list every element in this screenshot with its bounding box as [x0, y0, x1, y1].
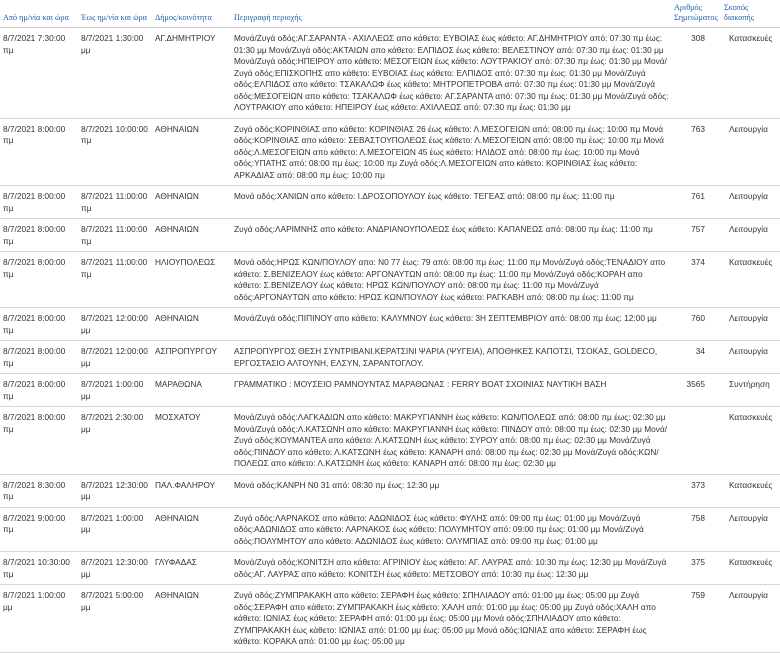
cell-permit-no: 763 [671, 118, 721, 186]
cell-from: 8/7/2021 8:00:00 πμ [0, 219, 78, 252]
cell-purpose: Λειτουργία [721, 585, 780, 653]
cell-municipality: ΑΓ.ΔΗΜΗΤΡΙΟΥ [152, 28, 226, 119]
cell-from: 8/7/2021 8:00:00 πμ [0, 186, 78, 219]
cell-description: Μονά/Ζυγά οδός:ΠΙΠΙΝΟΥ απο κάθετο: ΚΑΛΥΜΝΟΥ έως κάθετο: 3Η ΣΕΠΤΕΜΒΡΙΟΥ από: 08:00 πμ έως: 12:00 μμ [226, 308, 671, 341]
cell-purpose: Κατασκευές [721, 252, 780, 308]
table-row [0, 552, 780, 585]
cell-from: 8/7/2021 8:00:00 πμ [0, 308, 78, 341]
cell-to: 8/7/2021 1:00:00 μμ [78, 507, 152, 552]
table-row [0, 308, 780, 341]
cell-to: 8/7/2021 10:00:00 πμ [78, 118, 152, 186]
cell-to: 8/7/2021 5:00:00 μμ [78, 585, 152, 653]
cell-permit-no [671, 407, 721, 475]
header-permit-no: Αριθμός Σημειώματος [671, 0, 721, 28]
table-row [0, 507, 780, 552]
table-row [0, 219, 780, 252]
cell-municipality: ΑΘΗΝΑΙΩΝ [152, 186, 226, 219]
cell-permit-no: 759 [671, 585, 721, 653]
cell-from: 8/7/2021 7:30:00 πμ [0, 28, 78, 119]
table-row [0, 474, 780, 507]
cell-purpose: Λειτουργία [721, 118, 780, 186]
cell-from: 8/7/2021 1:00:00 μμ [0, 585, 78, 653]
table-row [0, 341, 780, 374]
cell-description: Μονά/Ζυγά οδός:ΚΟΝΙΤΣΗ απο κάθετο: ΑΓΡΙΝΙΟΥ έως κάθετο: ΑΓ. ΛΑΥΡΑΣ από: 10:30 πμ έως: 12:30 μμ Μονά/Ζυγά οδός:ΑΓ. ΛΑΥΡΑΣ απο κάθετο: ΚΟΝΙΤΣΗ έως κάθετο: ΜΕΤΣΟΒΟΥ από: 10:30 πμ έως: 12:30 μμ [226, 552, 671, 585]
table-row [0, 252, 780, 308]
cell-description: Ζυγά οδός:ΛΑΡΝΑΚΟΣ απο κάθετο: ΑΔΩΝΙΔΟΣ έως κάθετο: ΦΥΛΗΣ από: 09:00 πμ έως: 01:00 μμ Μονά/Ζυγά οδός:ΑΔΩΝΙΔΟΣ απο κάθετο: ΛΑΡΝΑΚΟΣ έως κάθετο: ΠΟΛΥΜΗΤΟΥ από: 09:00 πμ έως: 01:00 μμ Μονά/Ζυγά οδός:ΠΟΛΥΜΗΤΟΥ απο κάθετο: ΑΔΩΝΙΔΟΣ έως κάθετο: ΟΛΥΜΠΙΑΣ από: 09:00 πμ έως: 01:00 μμ [226, 507, 671, 552]
cell-permit-no: 374 [671, 252, 721, 308]
cell-to: 8/7/2021 11:00:00 πμ [78, 186, 152, 219]
cell-permit-no: 757 [671, 219, 721, 252]
header-from: Από ημ/νία και ώρα [0, 0, 78, 28]
cell-municipality: ΑΘΗΝΑΙΩΝ [152, 507, 226, 552]
header-municipality: Δήμος/κοινότητα [152, 0, 226, 28]
cell-purpose: Συντήρηση [721, 374, 780, 407]
cell-to: 8/7/2021 12:00:00 μμ [78, 341, 152, 374]
cell-description: Ζυγά οδός:ΛΑΡΙΜΝΗΣ απο κάθετο: ΑΝΔΡΙΑΝΟΥΠΟΛΕΩΣ έως κάθετο: ΚΑΠΑΝΕΩΣ από: 08:00 πμ έως: 11:00 πμ [226, 219, 671, 252]
cell-to: 8/7/2021 11:00:00 πμ [78, 252, 152, 308]
cell-from: 8/7/2021 8:00:00 πμ [0, 407, 78, 475]
cell-municipality: ΑΘΗΝΑΙΩΝ [152, 219, 226, 252]
table-row [0, 118, 780, 186]
cell-municipality: ΑΘΗΝΑΙΩΝ [152, 585, 226, 653]
cell-permit-no: 375 [671, 552, 721, 585]
cell-description: Μονά/Ζυγά οδός:ΛΑΓΚΑΔΙΩΝ απο κάθετο: ΜΑΚΡΥΓΙΑΝΝΗ έως κάθετο: ΚΩΝ/ΠΟΛΕΩΣ από: 08:00 πμ έως: 02:30 μμ Μονά/Ζυγά οδός:Λ.ΚΑΤΣΩΝΗ απο κάθετο: ΜΑΚΡΥΓΙΑΝΝΗ έως κάθετο: ΠΙΝΔΟΥ από: 08:00 πμ έως: 02:30 μμ Μονά/Ζυγά οδός:ΚΟΥΜΑΝΤΕΑ απο κάθετο: Λ.ΚΑΤΣΩΝΗ έως κάθετο: ΣΥΡΟΥ από: 08:00 πμ έως: 02:30 μμ Μονά/Ζυγά οδός:ΠΙΝΔΟΥ απο κάθετο: Λ.ΚΑΤΣΩΝΗ έως κάθετο: ΚΑΝΑΡΗ από: 08:00 πμ έως: 02:30 μμ Μονά/Ζυγά οδός:ΚΩΝ/ΠΟΛΕΩΣ απο κάθετο: Λ.ΚΑΤΣΩΝΗ έως κάθετο: ΚΑΝΑΡΗ από: 08:00 πμ έως: 02:30 μμ [226, 407, 671, 475]
table-row [0, 374, 780, 407]
cell-municipality: ΑΘΗΝΑΙΩΝ [152, 308, 226, 341]
cell-description: Μονά οδός:ΧΑΝΙΩΝ απο κάθετο: Ι.ΔΡΟΣΟΠΟΥΛΟΥ έως κάθετο: ΤΕΓΕΑΣ από: 08:00 πμ έως: 11:00 πμ [226, 186, 671, 219]
table-header-row [0, 0, 780, 28]
cell-purpose: Λειτουργία [721, 341, 780, 374]
cell-municipality: ΑΘΗΝΑΙΩΝ [152, 118, 226, 186]
cell-description: ΓΡΑΜΜΑΤΙΚΟ : ΜΟΥΣΕΙΟ ΡΑΜΝΟΥΝΤΑΣ ΜΑΡΑΘΩΝΑΣ : FERRY BOAT ΣΧΟΙΝΙΑΣ ΝΑΥΤΙΚΗ ΒΑΣΗ [226, 374, 671, 407]
cell-to: 8/7/2021 12:00:00 μμ [78, 308, 152, 341]
cell-to: 8/7/2021 12:30:00 μμ [78, 474, 152, 507]
cell-municipality: ΜΟΣΧΑΤΟΥ [152, 407, 226, 475]
cell-municipality: ΗΛΙΟΥΠΟΛΕΩΣ [152, 252, 226, 308]
cell-description: Ζυγά οδός:ΚΟΡΙΝΘΙΑΣ απο κάθετο: ΚΟΡΙΝΘΙΑΣ 26 έως κάθετο: Λ.ΜΕΣΟΓΕΙΩΝ από: 08:00 πμ έως: 10:00 πμ Μονά οδός:ΚΟΡΙΝΘΙΑΣ απο κάθετο: ΣΕΒΑΣΤΟΥΠΟΛΕΩΣ έως κάθετο: Λ.ΜΕΣΟΓΕΙΩΝ από: 08:00 πμ έως: 10:00 πμ Μονά οδός:Λ.ΜΕΣΟΓΕΙΩΝ απο κάθετο: Λ.ΜΕΣΟΓΕΙΩΝ 45 έως κάθετο: ΗΛΙΔΟΣ από: 08:00 πμ έως: 10:00 πμ Μονά οδός:ΥΠΑΤΗΣ από: 08:00 πμ έως: 10:00 πμ Ζυγά οδός:Λ.ΜΕΣΟΓΕΙΩΝ απο κάθετο: ΚΟΡΙΝΘΙΑΣ έως κάθετο: ΑΡΚΑΔΙΑΣ από: 08:00 πμ έως: 10:00 πμ [226, 118, 671, 186]
cell-permit-no: 3565 [671, 374, 721, 407]
cell-to: 8/7/2021 1:30:00 μμ [78, 28, 152, 119]
cell-municipality: ΜΑΡΑΘΩΝΑ [152, 374, 226, 407]
header-description: Περιγραφή περιοχής [226, 0, 671, 28]
cell-from: 8/7/2021 8:00:00 πμ [0, 374, 78, 407]
cell-purpose: Λειτουργία [721, 219, 780, 252]
cell-description: Μονά/Ζυγά οδός:ΑΓ.ΣΑΡΑΝΤΑ - ΑΧΙΛΛΕΩΣ απο κάθετο: ΕΥΒΟΙΑΣ έως κάθετο: ΑΓ.ΔΗΜΗΤΡΙΟΥ από: 07:30 πμ έως: 01:30 μμ Μονά/Ζυγά οδός:ΑΚΤΑΙΩΝ απο κάθετο: ΕΛΠΙΔΟΣ έως κάθετο: ΒΕΛΕΣΤΙΝΟΥ από: 07:30 πμ έως: 01:30 μμ Μονά/Ζυγά οδός:ΗΠΕΙΡΟΥ απο κάθετο: ΜΕΣΟΓΕΙΩΝ έως κάθετο: ΛΟΥΤΡΑΚΙΟΥ από: 07:30 πμ έως: 01:30 μμ Μονά/Ζυγά οδός:ΕΠΙΣΚΟΠΗΣ απο κάθετο: ΕΥΒΟΙΑΣ έως κάθετο: ΕΛΠΙΔΟΣ από: 07:30 πμ έως: 01:30 μμ Μονά/Ζυγά οδός:ΕΛΠΙΔΟΣ απο κάθετο: ΤΣΑΚΑΛΩΦ έως κάθετο: ΜΗΤΡΟΠΕΤΡΟΒΑ από: 07:30 πμ έως: 01:30 μμ Μονά/Ζυγά οδός:ΜΕΣΟΓΕΙΩΝ απο κάθετο: ΤΣΑΚΑΛΩΦ έως κάθετο: ΑΓ.ΣΑΡΑΝΤΑ από: 07:30 πμ έως: 01:30 μμ Μονά/Ζυγά οδός: ΛΟΥΤΡΑΚΙΟΥ απο κάθετο: ΗΠΕΙΡΟΥ έως κάθετο: ΑΧΙΛΛΕΩΣ από: 07:30 πμ έως: 01:30 μμ [226, 28, 671, 119]
cell-description: Μονά οδός:ΗΡΩΣ ΚΩΝ/ΠΟΥΛΟΥ απο: Ν0 77 έως: 79 από: 08:00 πμ έως: 11:00 πμ Μονά/Ζυγά οδός:ΤΕΝΑΔΙΟΥ απο κάθετο: Σ.ΒΕΝΙΖΕΛΟΥ έως κάθετο: ΑΡΓΟΝΑΥΤΩΝ από: 08:00 πμ έως: 11:00 πμ Μονά/Ζυγά οδός:ΚΟΡΑΗ απο κάθετο: Σ.ΒΕΝΙΖΕΛΟΥ έως κάθετο: ΗΡΩΣ ΚΩΝ/ΠΟΥΛΟΥ από: 08:00 πμ έως: 11:00 πμ Μονά/Ζυγά οδός:ΑΡΓΟΝΑΥΤΩΝ απο κάθετο: ΗΡΩΣ ΚΩΝ/ΠΟΥΛΟΥ έως κάθετο: ΡΑΓΚΑΒΗ από: 08:00 πμ έως: 11:00 πμ [226, 252, 671, 308]
cell-permit-no: 758 [671, 507, 721, 552]
cell-to: 8/7/2021 12:30:00 μμ [78, 552, 152, 585]
cell-from: 8/7/2021 8:00:00 πμ [0, 341, 78, 374]
cell-from: 8/7/2021 10:30:00 πμ [0, 552, 78, 585]
cell-purpose: Κατασκευές [721, 28, 780, 119]
table-row [0, 585, 780, 653]
cell-purpose: Κατασκευές [721, 407, 780, 475]
header-purpose: Σκοπός διακοπής [721, 0, 780, 28]
cell-from: 8/7/2021 9:00:00 πμ [0, 507, 78, 552]
table-row [0, 186, 780, 219]
cell-description: Μονά οδός:ΚΑΝΡΗ Ν0 31 από: 08:30 πμ έως: 12:30 μμ [226, 474, 671, 507]
cell-from: 8/7/2021 8:30:00 πμ [0, 474, 78, 507]
cell-municipality: ΠΑΛ.ΦΑΛΗΡΟΥ [152, 474, 226, 507]
cell-to: 8/7/2021 2:30:00 μμ [78, 407, 152, 475]
cell-municipality: ΑΣΠΡΟΠΥΡΓΟΥ [152, 341, 226, 374]
cell-permit-no: 308 [671, 28, 721, 119]
cell-municipality: ΓΛΥΦΑΔΑΣ [152, 552, 226, 585]
cell-description: Ζυγά οδός:ΖΥΜΠΡΑΚΑΚΗ απο κάθετο: ΣΕΡΑΦΗ έως κάθετο: ΣΠΗΛΙΑΔΟΥ από: 01:00 μμ έως: 05:00 μμ Ζυγά οδός:ΣΕΡΑΦΗ απο κάθετο: ΖΥΜΠΡΑΚΑΚΗ έως κάθετο: ΧΑΛΗ από: 01:00 μμ έως: 05:00 μμ Ζυγά οδός:ΧΑΛΗ απο κάθετο: ΙΩΝΙΑΣ έως κάθετο: ΣΕΡΑΦΗ από: 01:00 μμ έως: 05:00 μμ Μονά οδός:ΣΠΗΛΙΑΔΟΥ απο κάθετο: ΖΥΜΠΡΑΚΑΚΗ έως κάθετο: ΙΩΝΙΑΣ από: 01:00 μμ έως: 05:00 μμ Μονά οδός:ΙΩΝΙΑΣ απο κάθετο: ΣΕΡΑΦΗ έως κάθετο: ΚΟΡΑΚΑ από: 01:00 μμ έως: 05:00 μμ [226, 585, 671, 653]
cell-permit-no: 761 [671, 186, 721, 219]
table-row [0, 407, 780, 475]
cell-description: ΑΣΠΡΟΠΥΡΓΟΣ ΘΕΣΗ ΣΥΝΤΡΙΒΑΝΙ.ΚΕΡΑΤΣΙΝΙ ΨΑΡΙΑ (ΨΥΓΕΙΑ), ΑΠΟΘΗΚΕΣ ΚΑΠΟΤΣΙ, ΤΣΟΚΑΣ, GOLDECO, ΕΡΓΟΣΤΑΣΙΟ ΑΛΤΟΥΝΗ, ΕΛΣΥΝ, ΣΑΡΑΝΤΟΓΛΟΥ. [226, 341, 671, 374]
cell-from: 8/7/2021 8:00:00 πμ [0, 252, 78, 308]
cell-permit-no: 34 [671, 341, 721, 374]
cell-purpose: Κατασκευές [721, 474, 780, 507]
cell-purpose: Κατασκευές [721, 552, 780, 585]
table-row [0, 28, 780, 119]
cell-purpose: Λειτουργία [721, 186, 780, 219]
cell-purpose: Λειτουργία [721, 308, 780, 341]
cell-permit-no: 373 [671, 474, 721, 507]
cell-permit-no: 760 [671, 308, 721, 341]
cell-to: 8/7/2021 11:00:00 πμ [78, 219, 152, 252]
header-to: Έως ημ/νία και ώρα [78, 0, 152, 28]
cell-to: 8/7/2021 1:00:00 μμ [78, 374, 152, 407]
cell-from: 8/7/2021 8:00:00 πμ [0, 118, 78, 186]
cell-purpose: Λειτουργία [721, 507, 780, 552]
